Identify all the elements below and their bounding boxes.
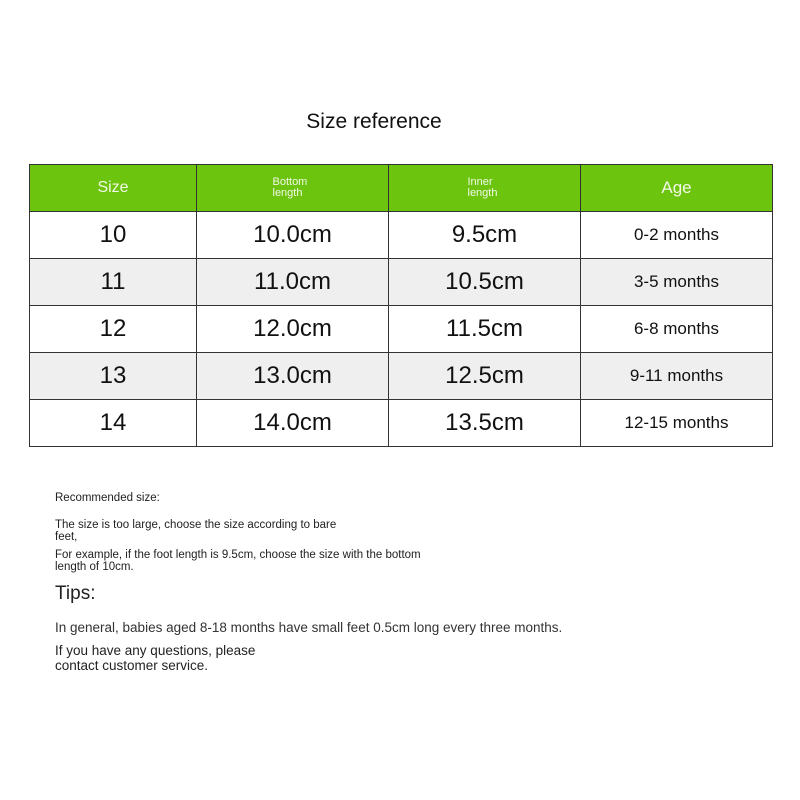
page-title: Size reference xyxy=(306,110,442,133)
note-line1a: The size is too large, choose the size according to bare xyxy=(55,519,337,531)
tip-2 xyxy=(55,643,255,673)
cell-inner-length: 12.5cm xyxy=(389,353,581,400)
header-age: Age xyxy=(581,165,773,212)
cell-size: 11 xyxy=(30,259,197,306)
cell-inner-length: 10.5cm xyxy=(389,259,581,306)
note-line2a: For example, if the foot length is 9.5cm, choose the size with the bottom xyxy=(55,549,421,561)
header-inner-length xyxy=(389,165,581,212)
tip-2a: If you have any questions, please xyxy=(55,643,256,658)
cell-inner-length: 9.5cm xyxy=(389,212,581,259)
cell-bottom-length: 10.0cm xyxy=(197,212,389,259)
cell-bottom-length: 11.0cm xyxy=(197,259,389,306)
table-row xyxy=(30,306,773,353)
tips-label: Tips: xyxy=(55,583,96,604)
table-row xyxy=(30,400,773,447)
recommended-label: Recommended size: xyxy=(55,492,160,504)
cell-age: 12-15 months xyxy=(581,400,773,447)
note-line1 xyxy=(55,519,336,543)
table-row xyxy=(30,212,773,259)
cell-bottom-length: 12.0cm xyxy=(197,306,389,353)
cell-inner-length: 11.5cm xyxy=(389,306,581,353)
cell-size: 13 xyxy=(30,353,197,400)
cell-bottom-length: 14.0cm xyxy=(197,400,389,447)
cell-size: 12 xyxy=(30,306,197,353)
note-line2 xyxy=(55,549,421,573)
table-header-row xyxy=(30,165,773,212)
header-inner-length-label: Inner length xyxy=(467,176,498,199)
cell-size: 14 xyxy=(30,400,197,447)
header-bottom-length xyxy=(197,165,389,212)
cell-size: 10 xyxy=(30,212,197,259)
cell-age: 9-11 months xyxy=(581,353,773,400)
cell-inner-length: 13.5cm xyxy=(389,400,581,447)
tip-1: In general, babies aged 8-18 months have small feet 0.5cm long every three months. xyxy=(55,620,563,635)
cell-bottom-length: 13.0cm xyxy=(197,353,389,400)
header-bottom-length-label: Bottom length xyxy=(272,176,308,199)
cell-age: 0-2 months xyxy=(581,212,773,259)
table-row xyxy=(30,353,773,400)
table-row xyxy=(30,259,773,306)
size-table xyxy=(29,164,773,447)
header-size: Size xyxy=(30,165,197,212)
note-line1b: feet, xyxy=(55,531,78,543)
cell-age: 6-8 months xyxy=(581,306,773,353)
tip-2b: contact customer service. xyxy=(55,658,209,673)
note-line2b: length of 10cm. xyxy=(55,561,134,573)
cell-age: 3-5 months xyxy=(581,259,773,306)
